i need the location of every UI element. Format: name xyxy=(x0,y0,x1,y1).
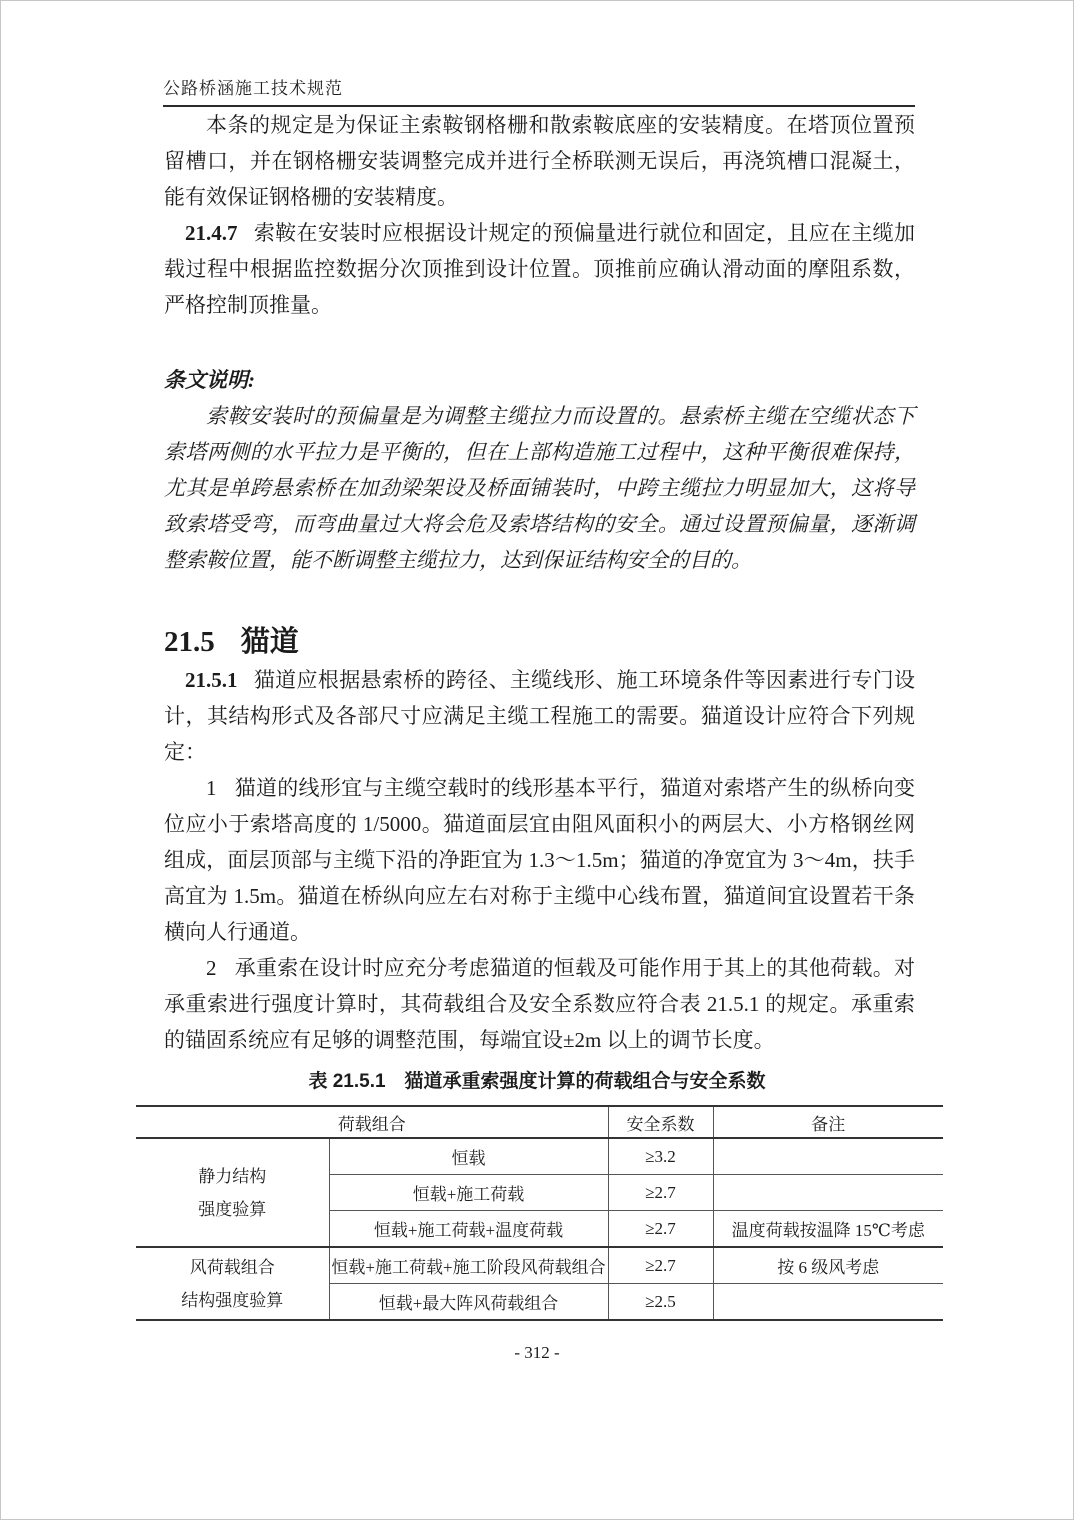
commentary-paragraph: 索鞍安装时的预偏量是为调整主缆拉力而设置的。悬索桥主缆在空缆状态下索塔两侧的水平拉力是平衡的，但在上部构造施工过程中，这种平衡很难保持，尤其是单跨悬索桥在加劲梁架设及桥面铺装时，中跨主缆拉力明显加大，这将导致索塔受弯，而弯曲量过大将会危及索塔结构的安全。通过设置预偏量，逐渐调整索鞍位置，能不断调整主缆拉力，达到保证结构安全的目的。 xyxy=(164,404,915,572)
clause-21-4-7-number: 21.4.7 xyxy=(185,221,238,245)
list-item-1 xyxy=(164,770,915,950)
commentary-label: 条文说明: xyxy=(164,368,255,392)
cell-safety-factor: ≥2.7 xyxy=(608,1175,713,1211)
clause-21-5-1-number: 21.5.1 xyxy=(185,668,238,692)
cell-safety-factor: ≥2.7 xyxy=(608,1247,713,1284)
row-group-label-wind xyxy=(136,1247,329,1320)
header-remark: 备注 xyxy=(713,1106,943,1138)
list-item-2 xyxy=(164,950,915,1058)
section-title: 猫道 xyxy=(240,626,299,658)
clause-21-4-7 xyxy=(164,215,915,323)
header-safety-factor: 安全系数 xyxy=(608,1106,713,1138)
cell-combination: 恒载+最大阵风荷载组合 xyxy=(329,1284,608,1321)
table-caption: 表 21.5.1 猫道承重索强度计算的荷载组合与安全系数 xyxy=(308,1071,766,1092)
group-label-line: 结构强度验算 xyxy=(181,1290,284,1310)
running-head xyxy=(163,79,915,107)
group-label-line: 强度验算 xyxy=(198,1199,267,1219)
running-head-title: 公路桥涵施工技术规范 xyxy=(163,79,343,98)
cell-remark xyxy=(713,1284,943,1321)
cell-combination: 恒载+施工荷载+施工阶段风荷载组合 xyxy=(329,1247,608,1284)
row-group-label-static xyxy=(136,1138,329,1247)
cell-combination: 恒载+施工荷载+温度荷载 xyxy=(329,1211,608,1248)
cell-remark: 温度荷载按温降 15℃考虑 xyxy=(713,1211,943,1248)
list-item-2-text: 承重索在设计时应充分考虑猫道的恒载及可能作用于其上的其他荷载。对承重索进行强度计算时，其荷载组合及安全系数应符合表 21.5.1 的规定。承重索的锚固系统应有足够的调整范围，每端宜设±2m 以上的调节长度。 xyxy=(164,956,915,1052)
table-header-row xyxy=(136,1106,943,1138)
list-item-2-number: 2 xyxy=(206,956,217,980)
list-item-1-number: 1 xyxy=(206,776,217,800)
section-number: 21.5 xyxy=(164,626,215,658)
page-number: - 312 - xyxy=(514,1343,560,1362)
load-combination-table xyxy=(136,1105,943,1321)
clause-21-4-7-text: 索鞍在安装时应根据设计规定的预偏量进行就位和固定，且应在主缆加载过程中根据监控数据分次顶推到设计位置。顶推前应确认滑动面的摩阻系数，严格控制顶推量。 xyxy=(164,221,915,317)
table-wrap xyxy=(136,1105,941,1321)
note-paragraph: 本条的规定是为保证主索鞍钢格栅和散索鞍底座的安装精度。在塔顶位置预留槽口，并在钢格栅安装调整完成并进行全桥联测无误后，再浇筑槽口混凝土，能有效保证钢格栅的安装精度。 xyxy=(164,113,915,209)
header-load-combination: 荷载组合 xyxy=(136,1106,608,1138)
table-row xyxy=(136,1138,943,1175)
cell-safety-factor: ≥3.2 xyxy=(608,1138,713,1175)
list-item-1-text: 猫道的线形宜与主缆空载时的线形基本平行，猫道对索塔产生的纵桥向变位应小于索塔高度的 1/5000。猫道面层宜由阻风面积小的两层大、小方格钢丝网组成，面层顶部与主缆下沿的净距宜为 1.3～1.5m；猫道的净宽宜为 3～4m，扶手高宜为 1.5m。猫道在桥纵向应左右对称于主缆中心线布置，猫道间宜设置若干条横向人行通道。 xyxy=(164,776,915,944)
section-heading-21-5 xyxy=(164,622,915,662)
group-label-line: 风荷载组合 xyxy=(189,1257,275,1277)
page-content xyxy=(164,107,915,1058)
cell-safety-factor: ≥2.7 xyxy=(608,1211,713,1248)
clause-21-5-1 xyxy=(164,662,915,770)
cell-safety-factor: ≥2.5 xyxy=(608,1284,713,1321)
table-row xyxy=(136,1247,943,1284)
group-label-line: 静力结构 xyxy=(198,1166,267,1186)
cell-combination: 恒载+施工荷载 xyxy=(329,1175,608,1211)
cell-remark xyxy=(713,1138,943,1175)
cell-remark xyxy=(713,1175,943,1211)
cell-remark: 按 6 级风考虑 xyxy=(713,1247,943,1284)
clause-21-5-1-text: 猫道应根据悬索桥的跨径、主缆线形、施工环境条件等因素进行专门设计，其结构形式及各部尺寸应满足主缆工程施工的需要。猫道设计应符合下列规定： xyxy=(164,668,915,764)
cell-combination: 恒载 xyxy=(329,1138,608,1175)
